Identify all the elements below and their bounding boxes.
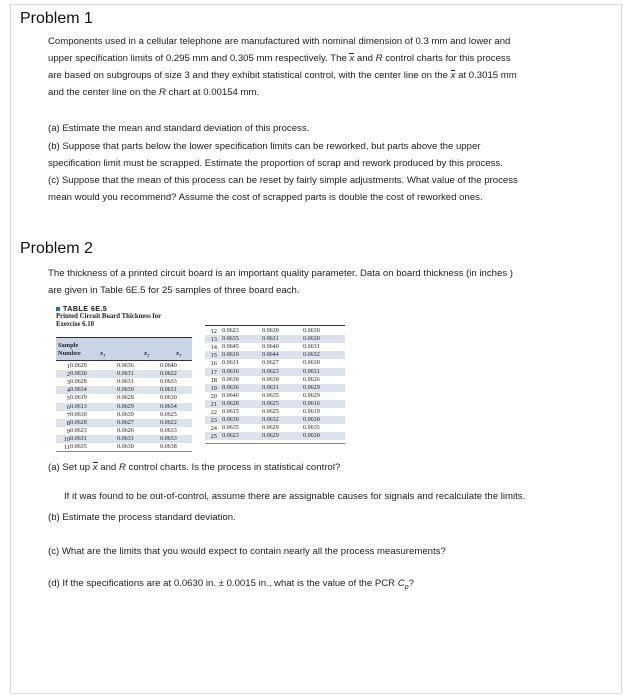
table-row-number: 8 [66, 419, 70, 427]
table-cell: 0.0640 [222, 392, 239, 399]
table-cell: 0.0631 [303, 344, 320, 351]
table-cell: 0.0639 [117, 411, 134, 418]
table-cell: 0.0631 [262, 384, 279, 391]
table-cell: 0.0627 [262, 360, 279, 367]
table-cell: 0.0622 [160, 419, 177, 426]
table-cell: 0.0630 [70, 371, 87, 378]
table-cell: 0.0635 [70, 444, 87, 450]
table-cell: 0.0627 [117, 419, 134, 426]
p1-intro-line4: and the center line on the R chart at 0.00154 mm. [48, 87, 260, 98]
p2-part-c: (c) What are the limits that you would expect to contain nearly all the process measurements? [48, 546, 446, 557]
table-row-number: 2 [66, 371, 70, 379]
p1-part-c-line2: mean would you recommend? Assume the cost of scrapped parts is double the cost of reworked ones. [48, 192, 483, 203]
table-cell: 0.0633 [160, 435, 177, 442]
table-row-number: 10 [63, 435, 70, 443]
table-cell: 0.0636 [117, 363, 134, 369]
problem1-title: Problem 1 [20, 10, 93, 27]
p2-intro-line1: The thickness of a printed circuit board is an important quality parameter. Data on board thickness (in inches ) [48, 268, 513, 279]
pcr-symbol: C [397, 578, 405, 589]
table-cell: 0.0629 [303, 384, 320, 391]
table-cell: 0.0640 [160, 363, 177, 369]
table-row-number: 5 [66, 395, 70, 403]
table-cell: 0.0613 [70, 403, 87, 410]
p1-intro-line1: Components used in a cellular telephone are manufactured with nominal dimension of 0.3 mm and lower and [48, 36, 511, 47]
table-cell: 0.0633 [160, 427, 177, 434]
p1-part-b-line2: specification limit must be scrapped. Estimate the proportion of scrap and rework produced by this process. [48, 158, 503, 169]
table-row-number: 17 [210, 368, 217, 376]
table-cell: 0.0630 [160, 395, 177, 402]
table-rule-header [56, 360, 192, 361]
table-cell: 0.0626 [117, 427, 134, 434]
table-row-number: 24 [210, 425, 217, 433]
table-row-number: 1 [66, 363, 70, 370]
header-x3: x₃ [176, 350, 182, 357]
table-row-number: 25 [210, 433, 217, 441]
table-rule-top-right [205, 325, 345, 326]
table-rule-bottom-right [205, 443, 345, 444]
table-row-number: 13 [210, 336, 217, 344]
table-cell: 0.0628 [70, 419, 87, 426]
table-row-number: 20 [210, 392, 217, 400]
table-cell: 0.0630 [303, 328, 320, 334]
table-cell: 0.0629 [117, 403, 134, 410]
table-row-number: 6 [66, 403, 70, 411]
xbar-symbol: x [349, 53, 355, 64]
table-cell: 0.0644 [262, 352, 279, 359]
table-rule-bottom [56, 451, 192, 452]
table-cell: 0.0625 [160, 411, 177, 418]
table-row-number: 21 [210, 400, 217, 408]
table-cell: 0.0629 [70, 363, 87, 369]
table-row-number: 19 [210, 384, 217, 392]
table-cell: 0.0623 [70, 427, 87, 434]
p2-part-b: (b) Estimate the process standard deviation. [48, 512, 236, 523]
table-cell: 0.0631 [160, 387, 177, 394]
table-cell: 0.0623 [222, 328, 239, 334]
table-cell: 0.0630 [303, 360, 320, 367]
table-cell: 0.0631 [117, 435, 134, 442]
table-cell: 0.0630 [117, 387, 134, 394]
table-cell: 0.0630 [222, 376, 239, 383]
r-symbol: R [118, 462, 126, 473]
table-label: TABLE 6E.5 [56, 304, 107, 313]
table-cell: 0.0622 [160, 371, 177, 378]
header-x1: x₁ [100, 350, 106, 357]
xbar-symbol: x [450, 70, 456, 81]
table-cell: 0.0616 [222, 368, 239, 375]
table-cell: 0.0625 [262, 409, 279, 415]
table-cell: 0.0635 [222, 336, 239, 343]
table-cell: 0.0630 [117, 444, 134, 450]
table-row-number: 7 [66, 411, 70, 419]
table-cell: 0.0631 [117, 379, 134, 386]
table-cell: 0.0615 [222, 409, 239, 415]
table-cell: 0.0623 [262, 368, 279, 375]
table-caption: Printed Circuit Board Thickness for Exercise 6.10 [56, 313, 162, 328]
table-cell: 0.0630 [262, 376, 279, 383]
table-cell: 0.0633 [160, 379, 177, 386]
table-rule-top [56, 337, 192, 338]
table-cell: 0.0630 [303, 433, 320, 440]
table-row-number: 22 [210, 409, 217, 416]
table-cell: 0.0631 [117, 371, 134, 378]
table-row-number: 14 [210, 344, 217, 352]
p1-part-a: (a) Estimate the mean and standard deviation of this process. [48, 123, 310, 134]
table-cell: 0.0638 [160, 444, 177, 450]
table-row-number: 15 [210, 352, 217, 360]
table-cell: 0.0623 [222, 433, 239, 440]
square-bullet-icon [56, 307, 60, 311]
header-x2: x₂ [144, 350, 150, 357]
p1-part-b-line1: (b) Suppose that parts below the lower specification limits can be reworked, but parts above the upper [48, 141, 481, 152]
pcr-subscript: p [404, 583, 409, 591]
r-symbol: R [375, 53, 383, 64]
p1-part-c-line1: (c) Suppose that the mean of this process can be reset by fairly simple adjustments. What value of the process [48, 175, 518, 186]
table-cell: 0.0636 [222, 384, 239, 391]
table-cell: 0.0631 [262, 336, 279, 343]
table-cell: 0.0628 [70, 379, 87, 386]
table-row-number: 9 [66, 427, 70, 435]
table-cell: 0.0631 [70, 435, 87, 442]
table-cell: 0.0619 [222, 352, 239, 359]
table-cell: 0.0632 [303, 352, 320, 359]
p2-part-d: (d) If the specifications are at 0.0630 in. ± 0.0015 in., what is the value of the PCR $C_p$? [48, 578, 414, 591]
table-cell: 0.0619 [303, 409, 320, 415]
table-cell: 0.0631 [303, 368, 320, 375]
table-cell: 0.0632 [262, 417, 279, 424]
header-number: Number [58, 350, 81, 357]
problem2-title: Problem 2 [20, 240, 93, 257]
r-symbol: R [158, 87, 166, 98]
table-cell: 0.0625 [262, 400, 279, 407]
p2-intro-line2: are given in Table 6E.5 for 25 samples of three board each. [48, 285, 300, 296]
table-cell: 0.0631 [222, 360, 239, 367]
table-row-number: 23 [210, 417, 217, 425]
table-row-number: 11 [63, 444, 70, 451]
table-cell: 0.0619 [70, 395, 87, 402]
table-cell: 0.0630 [262, 328, 279, 334]
table-cell: 0.0628 [117, 395, 134, 402]
p2-part-a-note: If it was found to be out-of-control, assume there are assignable causes for signals and recalculate the limits. [64, 491, 526, 502]
p2-part-a: (a) Set up x and R control charts. Is the process in statistical control? [48, 462, 341, 473]
table-cell: 0.0630 [303, 417, 320, 424]
header-sample: Sample [58, 342, 79, 349]
table-cell: 0.0634 [70, 387, 87, 394]
table-cell: 0.0635 [262, 392, 279, 399]
table-cell: 0.0626 [303, 376, 320, 383]
table-row-number: 12 [210, 328, 217, 335]
table-row-number: 3 [66, 379, 70, 387]
table-cell: 0.0630 [70, 411, 87, 418]
table-row-number: 4 [66, 387, 70, 395]
table-cell: 0.0645 [222, 344, 239, 351]
table-cell: 0.0629 [262, 425, 279, 432]
table-cell: 0.0630 [222, 417, 239, 424]
table-cell: 0.0629 [303, 392, 320, 399]
p1-intro-line3: are based on subgroups of size 3 and they exhibit statistical control, with the center line on the x at 0.3015 mm [48, 70, 517, 81]
table-cell: 0.0616 [303, 400, 320, 407]
table-cell: 0.0630 [303, 336, 320, 343]
table-cell: 0.0635 [222, 425, 239, 432]
table-cell: 0.0635 [303, 425, 320, 432]
table-cell: 0.0640 [262, 344, 279, 351]
table-row-number: 18 [210, 376, 217, 384]
table-cell: 0.0628 [222, 400, 239, 407]
table-cell: 0.0634 [160, 403, 177, 410]
xbar-symbol: x [92, 462, 98, 473]
table-row-number: 16 [210, 360, 217, 368]
table-cell: 0.0629 [262, 433, 279, 440]
p1-intro-line2: upper specification limits of 0.295 mm and 0.305 mm respectively. The x and R control charts for this process [48, 53, 511, 64]
